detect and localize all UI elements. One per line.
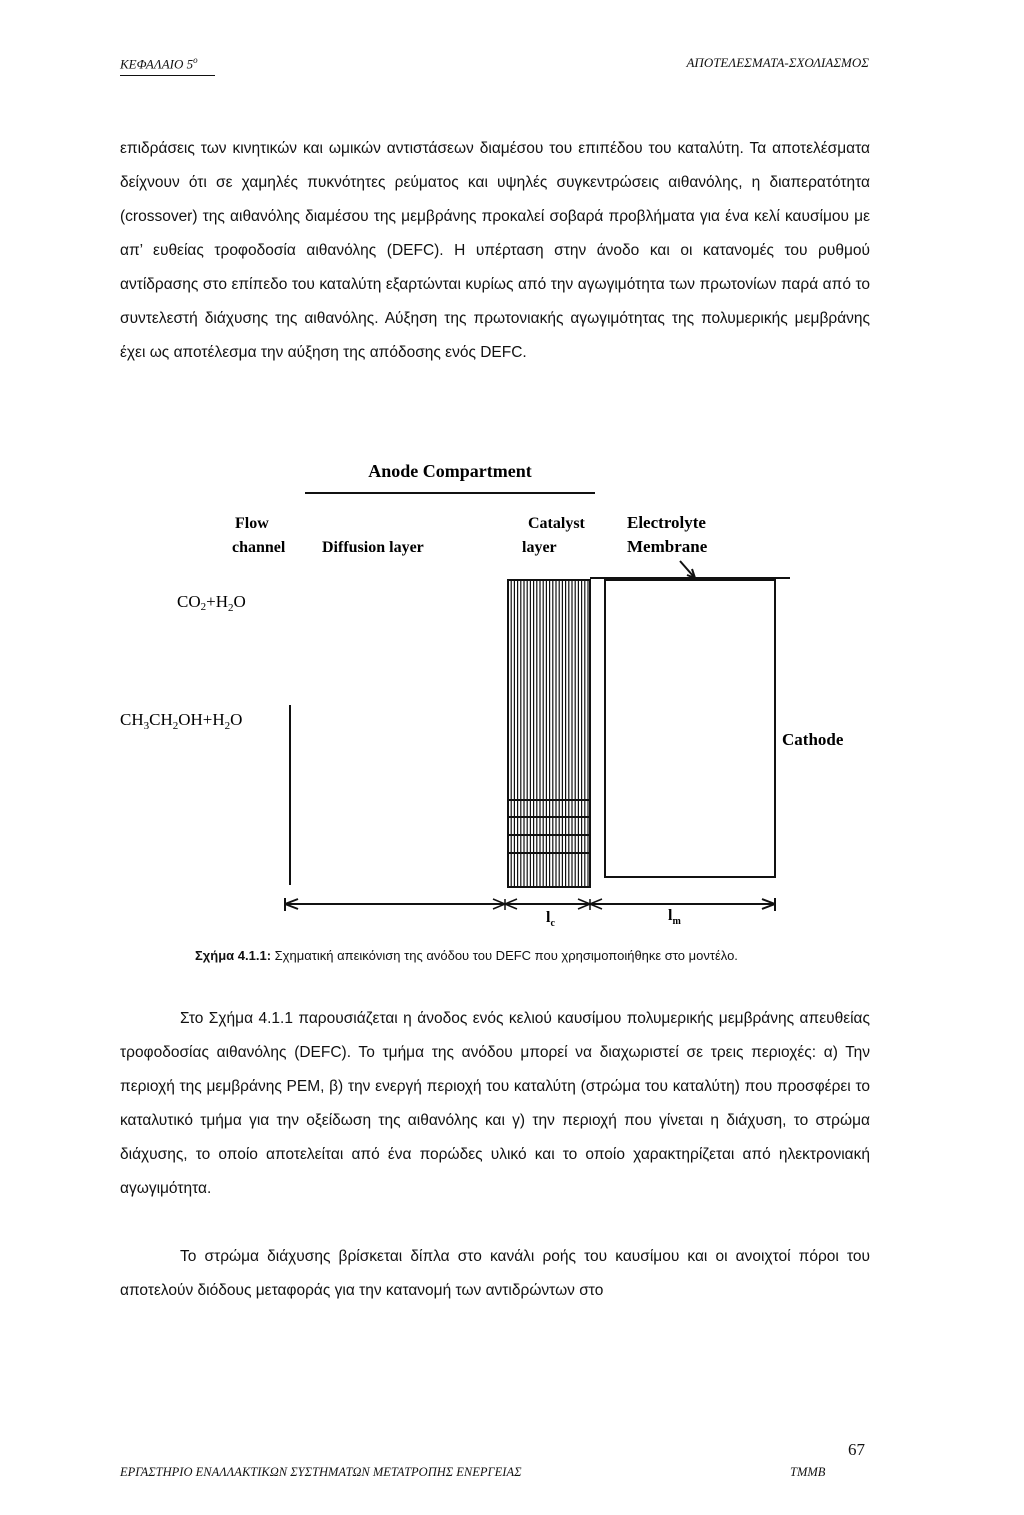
figure-title: Anode Compartment — [368, 461, 532, 481]
anode-schematic-figure — [120, 455, 890, 929]
label-flow-channel-2: channel — [232, 539, 286, 556]
catalyst-layer-hatch — [508, 580, 590, 887]
label-co2-h2o: $CO2+H_2O$ — [177, 592, 246, 614]
label-flow-channel-1: Flow — [235, 515, 269, 532]
dimension-label-lm: $l_m$ — [668, 907, 681, 927]
electrolyte-membrane — [605, 580, 775, 877]
header-rule — [120, 75, 215, 76]
paragraph-figure-description-text: Στο Σχήμα 4.1.1 παρουσιάζεται η άνοδος ενός κελιού καυσίμου πολυμερικής μεμβράνης απευθείας τροφοδοσίας αιθανόλης (DEFC). Το τμήμα της ανόδου μπορεί να διαχωριστεί σε τρεις περιοχές: α) Την περιοχή της μεμβράνης PEM, β) την ενεργή περιοχή του καταλύτη (στρώμα του καταλύτη) που προσφέρει το καταλυτικό τμήμα για την οξείδωση της αιθανόλης και γ) την περιοχή που γίνεται η διάχυση, το στρώμα διάχυσης, το οποίο αποτελείται από ένα πορώδες υλικό και το οποίο χαρακτηρίζεται από ηλεκτρονιακή αγωγιμότητα. — [120, 1010, 870, 1197]
running-header-section: ΑΠΟΤΕΛΕΣΜΑΤΑ-ΣΧΟΛΙΑΣΜΟΣ — [686, 55, 869, 70]
caption-text: Σχηματική απεικόνιση της ανόδου του DEFC που χρησιμοποιήθηκε στο μοντέλο. — [271, 948, 738, 963]
paragraph-intro — [120, 132, 870, 370]
footer-department: ΤΜΜΒ — [790, 1465, 826, 1479]
figure-caption — [195, 948, 738, 963]
label-diffusion-layer: Diffusion layer — [322, 539, 424, 556]
dimension-label-lc: $l_c$ — [546, 909, 555, 929]
header-chapter-sup: ο — [193, 55, 198, 65]
footer-lab-name: ΕΡΓΑΣΤΗΡΙΟ ΕΝΑΛΛΑΚΤΙΚΩΝ ΣΥΣΤΗΜΑΤΩΝ ΜΕΤΑΤΡΟΠΗΣ ΕΝΕΡΓΕΙΑΣ — [120, 1465, 522, 1479]
label-electrolyte-2: Membrane — [627, 537, 708, 556]
paragraph-figure-description — [120, 1002, 870, 1206]
running-header-chapter — [120, 55, 198, 72]
label-catalyst-2: layer — [522, 539, 557, 556]
label-electrolyte-1: Electrolyte — [627, 513, 706, 532]
label-ethanol-water-formula: $CH_3CH_2OH+H_2O$ — [120, 710, 243, 732]
label-catalyst-1: Catalyst — [528, 515, 585, 532]
paragraph-intro-text: επιδράσεις των κινητικών και ωμικών αντιστάσεων διαμέσου του επιπέδου του καταλύτη. Τα αποτελέσματα δείχνουν ότι σε χαμηλές πυκνότητες ρεύματος και υψηλές συγκεντρώσεις αιθανόλης, η διαπερατότητα (crossover) της αιθανόλης διαμέσου της μεμβράνης προκαλεί σοβαρά προβλήματα για ένα κελί καυσίμου με απ’ ευθείας τροφοδοσία αιθανόλης (DEFC). Η υπέρταση στην άνοδο και οι κατανομές του ρυθμού αντίδρασης στο επίπεδο του καταλύτη εξαρτώνται κυρίως από την αγωγιμότητα των πρωτονίων παρά από το συντελεστή διάχυσης της αιθανόλης. Αύξηση της πρωτονιακής αγωγιμότητας της πολυμερικής μεμβράνης έχει ως αποτέλεσμα την αύξηση της απόδοσης ενός DEFC. — [120, 140, 870, 361]
membrane-pointer-arrow — [680, 561, 695, 578]
paragraph-diffusion-layer-text: Το στρώμα διάχυσης βρίσκεται δίπλα στο κανάλι ροής του καυσίμου και οι ανοιχτοί πόροι του αποτελούν διόδους μεταφοράς για την κατανομή των αντιδρώντων στο — [120, 1248, 870, 1299]
page-number: 67 — [848, 1440, 865, 1459]
paragraph-diffusion-layer — [120, 1240, 870, 1308]
label-cathode: Cathode — [782, 730, 844, 749]
caption-label: Σχήμα 4.1.1: — [195, 948, 272, 963]
header-chapter-text: ΚΕΦΑΛΑΙΟ 5 — [120, 56, 194, 72]
